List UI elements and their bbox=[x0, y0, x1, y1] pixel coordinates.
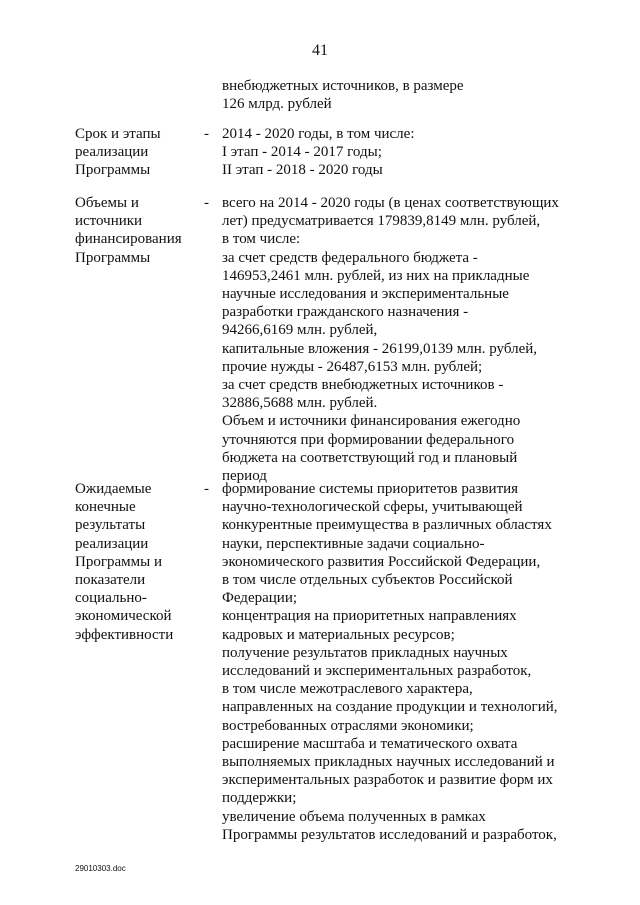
text-line: науки, перспективные задачи социально- bbox=[222, 535, 485, 552]
text-line: 94266,6169 млн. рублей, bbox=[222, 322, 378, 339]
label-line: реализации bbox=[75, 535, 149, 552]
text-line: лет) предусматривается 179839,8149 млн. рублей, bbox=[222, 213, 541, 230]
text-line: прочие нужды - 26487,6153 млн. рублей; bbox=[222, 358, 483, 375]
section-label bbox=[75, 194, 200, 267]
text-line: в том числе отдельных субъектов Российской bbox=[222, 572, 513, 589]
text-line: капитальные вложения - 26199,0139 млн. рублей, bbox=[222, 340, 537, 357]
text-line: поддержки; bbox=[222, 790, 297, 807]
section-value bbox=[222, 125, 577, 180]
section-dash: - bbox=[204, 195, 209, 211]
text-line: I этап - 2014 - 2017 годы; bbox=[222, 144, 382, 161]
text-line: Объем и источники финансирования ежегодно bbox=[222, 413, 521, 430]
text-line: востребованных отраслями экономики; bbox=[222, 717, 474, 734]
text-line: выполняемых прикладных научных исследований и bbox=[222, 754, 555, 771]
footer-filename: 29010303.doc bbox=[75, 864, 126, 873]
text-line: всего на 2014 - 2020 годы (в ценах соответствующих bbox=[222, 195, 559, 211]
label-line: Срок и этапы bbox=[75, 126, 161, 142]
text-line: увеличение объема полученных в рамках bbox=[222, 808, 486, 825]
label-line: Программы и bbox=[75, 553, 162, 570]
text-line: направленных на создание продукции и технологий, bbox=[222, 699, 558, 716]
label-line: реализации bbox=[75, 144, 149, 161]
text-line: за счет средств внебюджетных источников - bbox=[222, 377, 504, 394]
text-line: разработки гражданского назначения - bbox=[222, 304, 469, 321]
label-line: Объемы и bbox=[75, 195, 139, 211]
text-line: в том числе: bbox=[222, 231, 301, 248]
text-line: концентрация на приоритетных направлениях bbox=[222, 608, 517, 625]
text-line: формирование системы приоритетов развития bbox=[222, 481, 519, 497]
text-line: период bbox=[222, 468, 267, 485]
text-line: экономического развития Российской Федерации, bbox=[222, 553, 541, 570]
text-line: внебюджетных источников, в размере bbox=[222, 78, 464, 94]
label-line: финансирования bbox=[75, 231, 182, 248]
text-line: бюджета на соответствующий год и плановый bbox=[222, 449, 518, 466]
section-dash: - bbox=[204, 126, 209, 142]
page-number: 41 bbox=[312, 42, 328, 59]
text-line: экспериментальных разработок и развитие форм их bbox=[222, 772, 553, 789]
text-line: научные исследования и экспериментальные bbox=[222, 286, 509, 303]
text-line: за счет средств федерального бюджета - bbox=[222, 249, 478, 266]
text-line: II этап - 2018 - 2020 годы bbox=[222, 162, 383, 179]
section-value bbox=[222, 194, 577, 485]
text-line: научно-технологической сферы, учитывающей bbox=[222, 499, 523, 516]
text-line: в том числе межотраслевого характера, bbox=[222, 681, 473, 698]
label-line: конечные bbox=[75, 499, 136, 516]
text-line: конкурентные преимущества в различных областях bbox=[222, 517, 552, 534]
label-line: показатели bbox=[75, 572, 146, 589]
continuation-text bbox=[222, 77, 577, 113]
text-line: 32886,5688 млн. рублей. bbox=[222, 395, 378, 412]
text-line: получение результатов прикладных научных bbox=[222, 644, 508, 661]
section-dash: - bbox=[204, 481, 209, 497]
section-value bbox=[222, 480, 577, 844]
text-line: 126 млрд. рублей bbox=[222, 96, 332, 113]
label-line: Ожидаемые bbox=[75, 481, 152, 497]
text-line: расширение масштаба и тематического охвата bbox=[222, 735, 518, 752]
text-line: Программы результатов исследований и разработок, bbox=[222, 826, 557, 843]
label-line: Программы bbox=[75, 249, 151, 266]
label-line: экономической bbox=[75, 608, 172, 625]
section-label bbox=[75, 125, 200, 180]
text-line: Федерации; bbox=[222, 590, 298, 607]
text-line: 146953,2461 млн. рублей, из них на прикладные bbox=[222, 267, 530, 284]
text-line: исследований и экспериментальных разработок, bbox=[222, 663, 532, 680]
text-line: 2014 - 2020 годы, в том числе: bbox=[222, 126, 415, 142]
text-line: кадровых и материальных ресурсов; bbox=[222, 626, 455, 643]
label-line: эффективности bbox=[75, 626, 174, 643]
label-line: социально- bbox=[75, 590, 147, 607]
text-line: уточняются при формировании федерального bbox=[222, 431, 515, 448]
label-line: источники bbox=[75, 213, 143, 230]
section-label bbox=[75, 480, 200, 644]
label-line: результаты bbox=[75, 517, 146, 534]
label-line: Программы bbox=[75, 162, 151, 179]
